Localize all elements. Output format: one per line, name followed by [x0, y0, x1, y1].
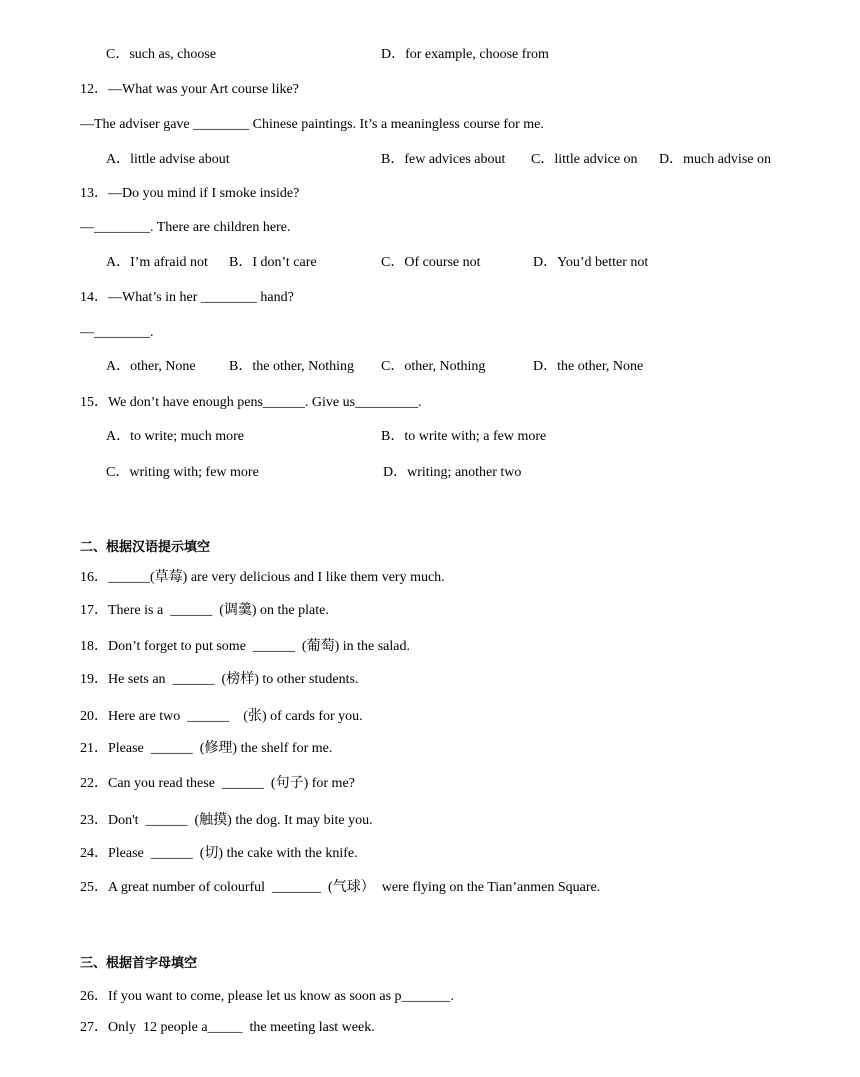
q14-option-b: B．the other, Nothing [229, 359, 355, 374]
q12-option-b: B．few advices about [381, 152, 506, 167]
q19-line: 19．He sets an ______ (榜样) to other students. [80, 672, 359, 687]
q20-line: 20．Here are two ______ (张) of cards for you. [80, 709, 363, 724]
q15-option-d: D．writing; another two [383, 465, 522, 480]
q17-line: 17．There is a ______ (调羹) on the plate. [80, 603, 329, 618]
q13-option-d: D．You’d better not [533, 255, 649, 270]
q21-line: 21．Please ______ (修理) the shelf for me. [80, 741, 333, 756]
q13-stem: 13．—Do you mind if I smoke inside? [80, 186, 300, 201]
q12-option-c: C．little advice on [531, 152, 638, 167]
q15-option-a: A．to write; much more [106, 429, 245, 444]
q25-line: 25．A great number of colourful _______ (气球） were flying on the Tian’anmen Square. [80, 880, 601, 895]
section-title-first-letter: 三、根据首字母填空 [80, 956, 198, 971]
q16-line: 16．______(草莓) are very delicious and I like them very much. [80, 570, 445, 585]
q15-option-b: B．to write with; a few more [381, 429, 547, 444]
q23-line: 23．Don't ______ (触摸) the dog. It may bite you. [80, 813, 373, 828]
q14-option-a: A．other, None [106, 359, 196, 374]
q14-line2: —________. [80, 325, 154, 340]
q13-option-b: B．I don’t care [229, 255, 317, 270]
q12-option-d: D．much advise on [659, 152, 771, 167]
q12-option-a: A．little advise about [106, 152, 230, 167]
q18-line: 18．Don’t forget to put some ______ (葡萄) in the salad. [80, 639, 410, 654]
q11-option-c: C．such as, choose [106, 47, 217, 62]
q26-line: 26．If you want to come, please let us know as soon as p_______. [80, 989, 455, 1004]
q15-option-c: C．writing with; few more [106, 465, 259, 480]
q13-option-c: C．Of course not [381, 255, 481, 270]
q14-option-d: D．the other, None [533, 359, 644, 374]
q24-line: 24．Please ______ (切) the cake with the knife. [80, 846, 358, 861]
q12-line2: —The adviser gave ________ Chinese paintings. It’s a meaningless course for me. [80, 117, 544, 132]
q12-stem: 12．—What was your Art course like? [80, 82, 299, 97]
q14-stem: 14．—What’s in her ________ hand? [80, 290, 294, 305]
q14-option-c: C．other, Nothing [381, 359, 486, 374]
q22-line: 22．Can you read these ______ (句子) for me? [80, 776, 355, 791]
q15-stem: 15．We don’t have enough pens______. Give us_________. [80, 395, 422, 410]
q11-option-d: D．for example, choose from [381, 47, 549, 62]
q13-option-a: A．I’m afraid not [106, 255, 208, 270]
q13-line2: —________. There are children here. [80, 220, 291, 235]
section-title-chinese-hints: 二、根据汉语提示填空 [80, 540, 211, 555]
q27-line: 27．Only 12 people a_____ the meeting last week. [80, 1020, 375, 1035]
